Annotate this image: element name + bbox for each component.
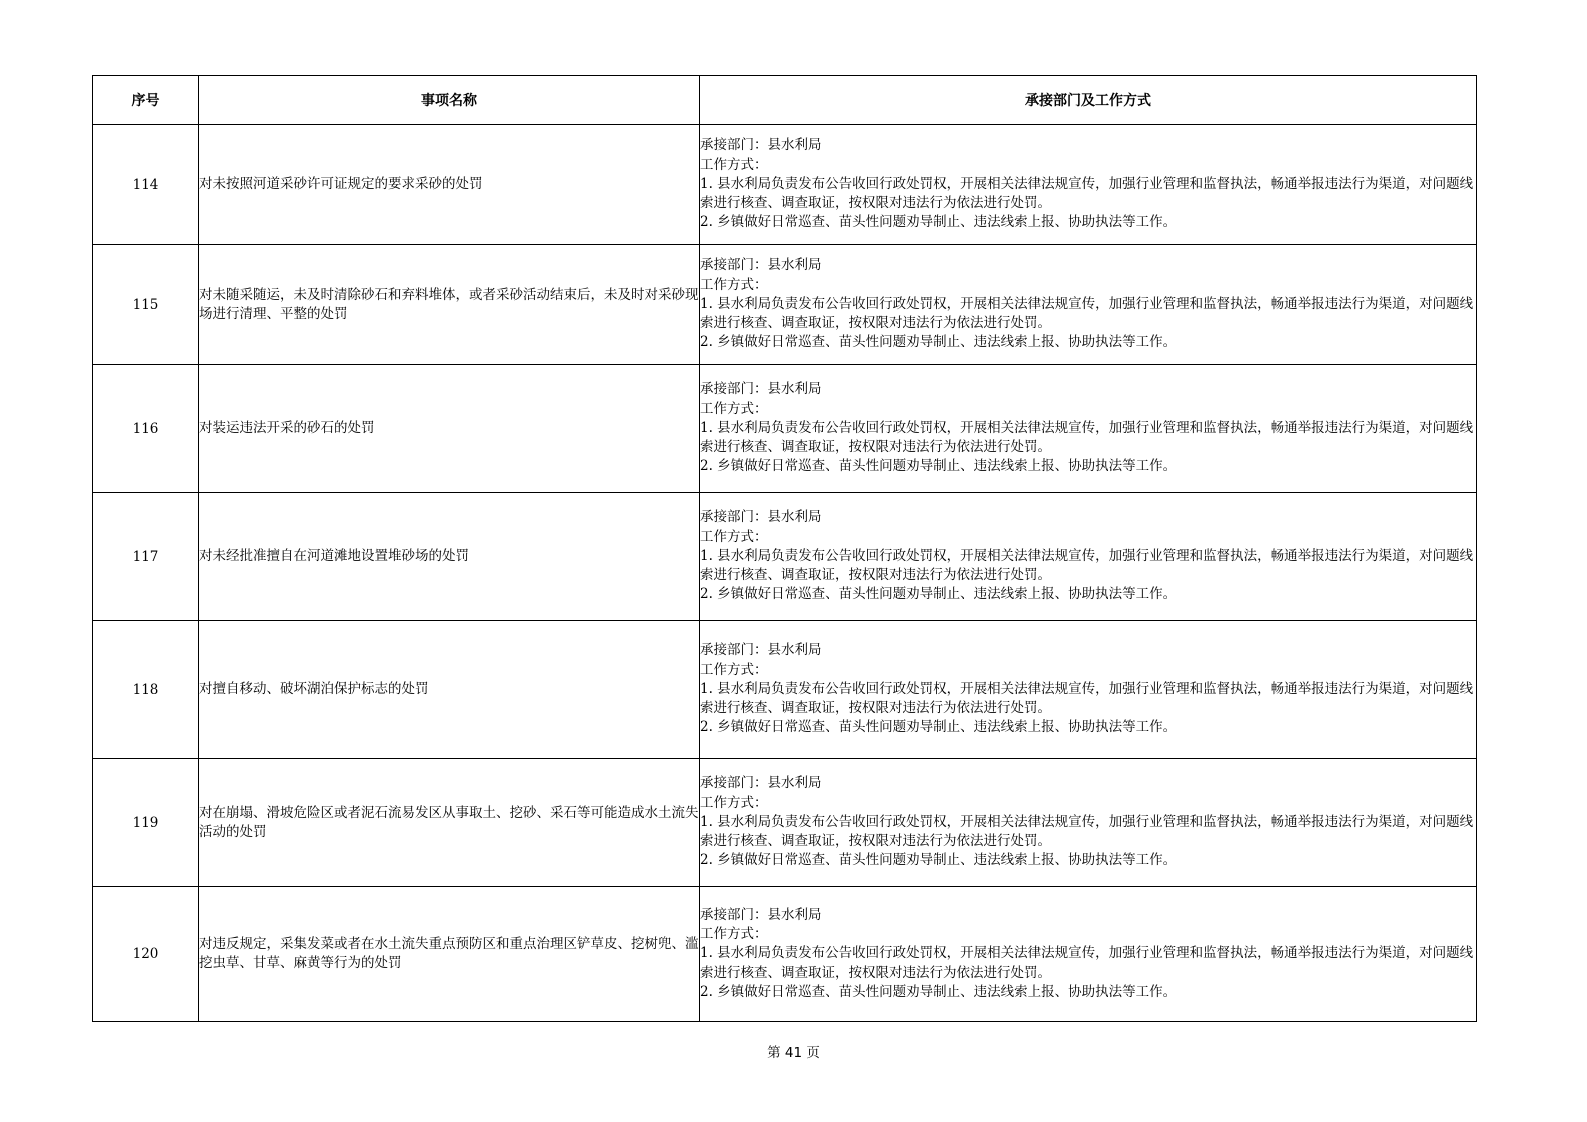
dept-department: 承接部门：县水利局 <box>700 137 822 154</box>
dept-method-1: 1. 县水利局负责发布公告收回行政处罚权，开展相关法律法规宣传，加强行业管理和监督执法，畅通举报违法行为渠道，对问题线索进行核查、调查取证，按权限对违法行为依法进行处罚。 <box>700 813 1474 850</box>
row-item: 对在崩塌、滑坡危险区或者泥石流易发区从事取土、挖砂、采石等可能造成水土流失活动的处罚 <box>199 759 700 887</box>
row-dept <box>700 887 1477 1022</box>
table-row <box>93 759 1477 887</box>
page-number: 第 41 页 <box>767 1045 820 1061</box>
table-row <box>93 887 1477 1022</box>
dept-department: 承接部门：县水利局 <box>700 906 822 923</box>
table-row <box>93 125 1477 245</box>
row-item: 对未经批准擅自在河道滩地设置堆砂场的处罚 <box>199 493 700 621</box>
dept-method-1: 1. 县水利局负责发布公告收回行政处罚权，开展相关法律法规宣传，加强行业管理和监督执法，畅通举报违法行为渠道，对问题线索进行核查、调查取证，按权限对违法行为依法进行处罚。 <box>700 295 1474 332</box>
dept-method-label: 工作方式： <box>700 156 768 173</box>
row-dept <box>700 245 1477 365</box>
table-row <box>93 365 1477 493</box>
dept-method-label: 工作方式： <box>700 926 768 943</box>
row-item: 对擅自移动、破坏湖泊保护标志的处罚 <box>199 621 700 759</box>
dept-department: 承接部门：县水利局 <box>700 775 822 792</box>
dept-method-1: 1. 县水利局负责发布公告收回行政处罚权，开展相关法律法规宣传，加强行业管理和监督执法，畅通举报违法行为渠道，对问题线索进行核查、调查取证，按权限对违法行为依法进行处罚。 <box>700 680 1474 717</box>
row-seq: 120 <box>93 887 199 1022</box>
header-item: 事项名称 <box>199 76 700 125</box>
dept-method-label: 工作方式： <box>700 794 768 811</box>
row-seq: 117 <box>93 493 199 621</box>
row-dept <box>700 759 1477 887</box>
header-dept: 承接部门及工作方式 <box>700 76 1477 125</box>
dept-method-2: 2. 乡镇做好日常巡查、苗头性问题劝导制止、违法线索上报、协助执法等工作。 <box>700 334 1177 351</box>
header-seq: 序号 <box>93 76 199 125</box>
row-seq: 115 <box>93 245 199 365</box>
row-dept <box>700 365 1477 493</box>
row-seq: 116 <box>93 365 199 493</box>
dept-department: 承接部门：县水利局 <box>700 642 822 659</box>
table-row <box>93 245 1477 365</box>
dept-department: 承接部门：县水利局 <box>700 509 822 526</box>
dept-method-2: 2. 乡镇做好日常巡查、苗头性问题劝导制止、违法线索上报、协助执法等工作。 <box>700 214 1177 231</box>
row-dept <box>700 125 1477 245</box>
table-row <box>93 621 1477 759</box>
table-header-row <box>93 76 1477 125</box>
dept-method-1: 1. 县水利局负责发布公告收回行政处罚权，开展相关法律法规宣传，加强行业管理和监督执法，畅通举报违法行为渠道，对问题线索进行核查、调查取证，按权限对违法行为依法进行处罚。 <box>700 945 1474 981</box>
dept-method-label: 工作方式： <box>700 276 768 293</box>
dept-method-label: 工作方式： <box>700 528 768 545</box>
row-dept <box>700 493 1477 621</box>
dept-method-2: 2. 乡镇做好日常巡查、苗头性问题劝导制止、违法线索上报、协助执法等工作。 <box>700 852 1177 869</box>
dept-department: 承接部门：县水利局 <box>700 381 822 398</box>
row-item: 对未随采随运，未及时清除砂石和弃料堆体，或者采砂活动结束后，未及时对采砂现场进行清理、平整的处罚 <box>199 245 700 365</box>
dept-method-1: 1. 县水利局负责发布公告收回行政处罚权，开展相关法律法规宣传，加强行业管理和监督执法，畅通举报违法行为渠道，对问题线索进行核查、调查取证，按权限对违法行为依法进行处罚。 <box>700 419 1474 456</box>
dept-method-2: 2. 乡镇做好日常巡查、苗头性问题劝导制止、违法线索上报、协助执法等工作。 <box>700 983 1177 1000</box>
dept-method-1: 1. 县水利局负责发布公告收回行政处罚权，开展相关法律法规宣传，加强行业管理和监督执法，畅通举报违法行为渠道，对问题线索进行核查、调查取证，按权限对违法行为依法进行处罚。 <box>700 175 1474 212</box>
row-item: 对装运违法开采的砂石的处罚 <box>199 365 700 493</box>
matters-table <box>92 75 1477 1022</box>
dept-method-2: 2. 乡镇做好日常巡查、苗头性问题劝导制止、违法线索上报、协助执法等工作。 <box>700 586 1177 603</box>
row-dept <box>700 621 1477 759</box>
table-row <box>93 493 1477 621</box>
dept-method-2: 2. 乡镇做好日常巡查、苗头性问题劝导制止、违法线索上报、协助执法等工作。 <box>700 458 1177 475</box>
row-item: 对违反规定，采集发菜或者在水土流失重点预防区和重点治理区铲草皮、挖树兜、滥挖虫草、甘草、麻黄等行为的处罚 <box>199 887 700 1022</box>
dept-method-2: 2. 乡镇做好日常巡查、苗头性问题劝导制止、违法线索上报、协助执法等工作。 <box>700 719 1177 736</box>
dept-department: 承接部门：县水利局 <box>700 257 822 274</box>
row-seq: 119 <box>93 759 199 887</box>
dept-method-label: 工作方式： <box>700 661 768 678</box>
dept-method-label: 工作方式： <box>700 400 768 417</box>
row-seq: 118 <box>93 621 199 759</box>
row-seq: 114 <box>93 125 199 245</box>
row-item: 对未按照河道采砂许可证规定的要求采砂的处罚 <box>199 125 700 245</box>
dept-method-1: 1. 县水利局负责发布公告收回行政处罚权，开展相关法律法规宣传，加强行业管理和监督执法，畅通举报违法行为渠道，对问题线索进行核查、调查取证，按权限对违法行为依法进行处罚。 <box>700 547 1474 584</box>
